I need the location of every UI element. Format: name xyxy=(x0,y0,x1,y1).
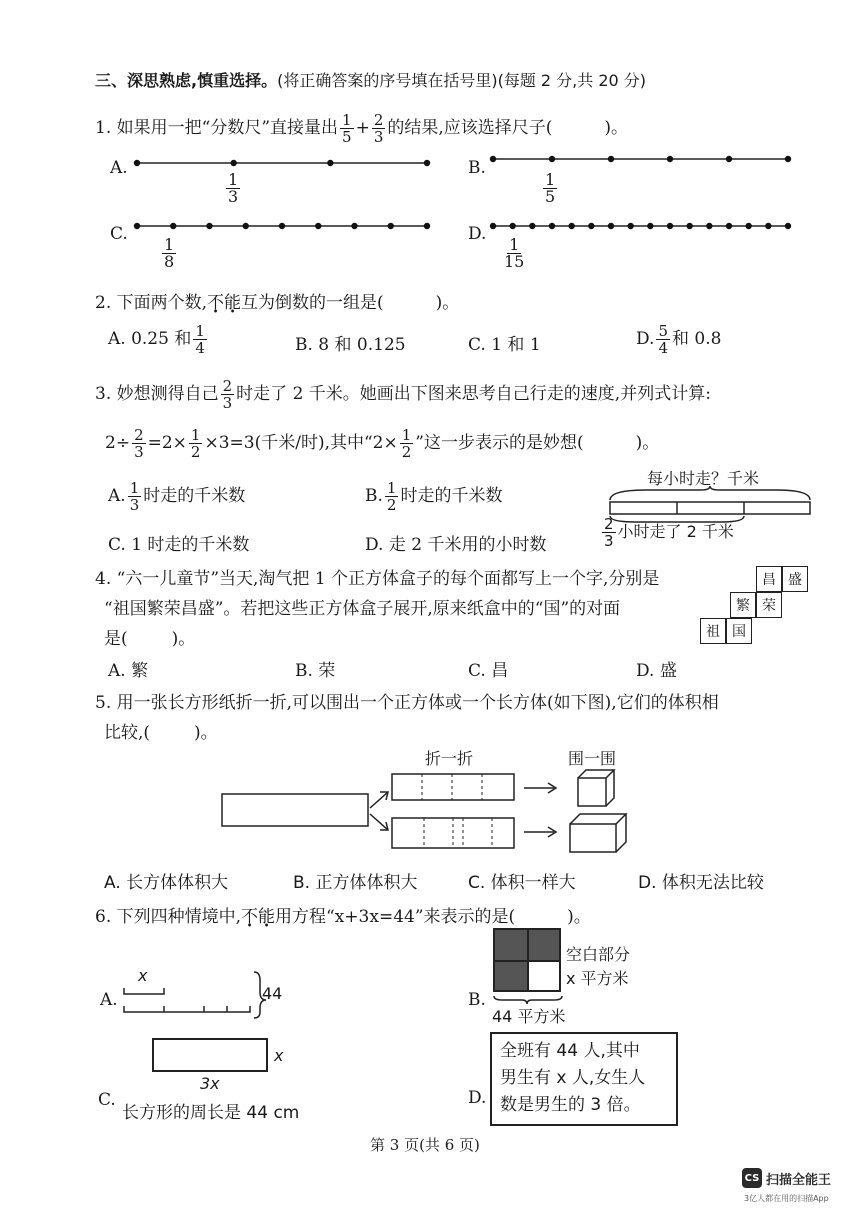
q6-c-rectangle xyxy=(152,1038,268,1072)
question-4-line2: “祖国繁荣昌盛”。若把这些正方体盒子展开,原来纸盒中的“国”的对面 xyxy=(104,599,621,619)
ruler-tick-dot xyxy=(785,156,791,162)
q6-a-x: x xyxy=(138,966,148,985)
ruler-tick-dot xyxy=(706,223,712,229)
q6-c-x: x xyxy=(274,1046,284,1065)
q2-option-c[interactable]: C. 1 和 1 xyxy=(468,335,541,355)
ruler-tick-dot xyxy=(509,223,515,229)
q6-d-box xyxy=(490,1032,678,1126)
ruler-tick-dot xyxy=(608,223,614,229)
ruler-tick-dot xyxy=(279,223,285,229)
question-5: 5. 用一张长方形纸折一折,可以围出一个正方体或一个长方体(如下图),它们的体积相 xyxy=(95,693,719,713)
net-cell: 祖 xyxy=(700,618,726,644)
q1-frac2: $\frac{2}{3}$ xyxy=(373,111,384,146)
net-cell: 繁 xyxy=(730,592,756,618)
q6-d-line3: 数是男生的 3 倍。 xyxy=(500,1095,641,1115)
fold-label: 折一折 xyxy=(425,749,474,768)
q2-emphasis-1: 不 xyxy=(207,293,225,313)
q5-option-d[interactable]: D. 体积无法比较 xyxy=(638,873,764,893)
ruler-tick-dot xyxy=(424,223,430,229)
ruler-tick-dot xyxy=(588,223,594,229)
ruler-tick-dot xyxy=(206,223,212,229)
ruler-c xyxy=(135,218,435,238)
ruler-d-label: D. xyxy=(468,224,487,244)
ruler-tick-dot xyxy=(686,223,692,229)
ruler-tick-dot xyxy=(243,223,249,229)
question-1 xyxy=(95,112,628,145)
q6-b-total-label: 44 平方米 xyxy=(492,1007,566,1026)
ruler-a xyxy=(135,155,435,175)
q6-option-a-label[interactable]: A. xyxy=(100,990,118,1010)
ruler-c-mark: $\frac{1}{8}$ xyxy=(164,235,175,271)
ruler-tick-dot xyxy=(726,223,732,229)
q6-d-line1: 全班有 44 人,其中 xyxy=(500,1041,640,1061)
q3-diagram-bottom-label: $\frac{2}{3}$ 小时走了 2 千米 xyxy=(604,515,734,550)
q6-d-line2: 男生有 x 人,女生人 xyxy=(500,1068,646,1088)
question-4-line3: 是( )。 xyxy=(104,629,196,649)
q6-b-blank-label: 空白部分 xyxy=(566,945,631,964)
q6-a-44: 44 xyxy=(262,984,283,1003)
q4-option-a[interactable]: A. 繁 xyxy=(108,661,149,681)
ruler-tick-dot xyxy=(627,223,633,229)
q3-equation: 2÷ $\frac{2}{3}$ =2× $\frac{1}{2}$ ×3=3(千米/时),其中“2× $\frac{1}{2}$ ”这一步表示的是妙想( )。 xyxy=(105,426,660,461)
net-cell: 国 xyxy=(726,618,752,644)
ruler-b-label: B. xyxy=(468,158,486,178)
q6-c-text: 长方形的周长是 44 cm xyxy=(122,1103,300,1123)
q6-option-b-label[interactable]: B. xyxy=(468,990,486,1010)
q5-option-b[interactable]: B. 正方体体积大 xyxy=(293,873,418,893)
ruler-b xyxy=(491,151,791,171)
ruler-tick-dot xyxy=(351,223,357,229)
q3-option-c[interactable]: C. 1 时走的千米数 xyxy=(108,535,250,555)
cube-net xyxy=(700,566,820,656)
question-3: 3. 妙想测得自己 $\frac{2}{3}$ 时走了 2 千米。她画出下图来思考自己行走的速度,并列式计算: xyxy=(95,377,711,412)
q6-emphasis-1: 不 xyxy=(241,907,259,927)
ruler-b-mark: $\frac{1}{5}$ xyxy=(545,170,556,206)
section-title: 三、深思熟虑,慎重选择。 xyxy=(95,71,278,90)
ruler-tick-dot xyxy=(230,160,236,166)
ruler-tick-dot xyxy=(667,223,673,229)
q6-option-d-label[interactable]: D. xyxy=(468,1088,487,1108)
q4-option-b[interactable]: B. 荣 xyxy=(295,661,336,681)
section-instructions: (将正确答案的序号填在括号里)(每题 2 分,共 20 分) xyxy=(277,71,647,90)
ruler-tick-dot xyxy=(608,156,614,162)
q3-option-d[interactable]: D. 走 2 千米用的小时数 xyxy=(365,535,547,555)
ruler-tick-dot xyxy=(549,156,555,162)
ruler-a-mark: $\frac{1}{3}$ xyxy=(228,170,239,206)
ruler-d-mark: $\frac{1}{15}$ xyxy=(504,235,525,271)
q3-option-b[interactable]: B. $\frac{1}{2}$ 时走的千米数 xyxy=(365,479,503,514)
q2-option-b[interactable]: B. 8 和 0.125 xyxy=(295,335,406,355)
question-2: 2. 下面两个数,不能互为倒数的一组是( )。 xyxy=(95,293,460,313)
ruler-tick-dot xyxy=(134,160,140,166)
ruler-tick-dot xyxy=(568,223,574,229)
ruler-tick-dot xyxy=(388,223,394,229)
q4-option-c[interactable]: C. 昌 xyxy=(468,661,509,681)
ruler-tick-dot xyxy=(490,156,496,162)
q6-c-3x: 3x xyxy=(200,1074,220,1093)
ruler-c-label: C. xyxy=(110,224,128,244)
q2-emphasis-2: 能 xyxy=(224,293,242,313)
q3-option-a[interactable]: A. $\frac{1}{3}$ 时走的千米数 xyxy=(108,479,246,514)
q6-b-grid xyxy=(493,928,561,992)
ruler-tick-dot xyxy=(134,223,140,229)
ruler-tick-dot xyxy=(745,223,751,229)
wrap-label: 围一围 xyxy=(568,749,617,768)
section-header xyxy=(95,68,646,91)
ruler-tick-dot xyxy=(490,223,496,229)
ruler-tick-dot xyxy=(647,223,653,229)
q2-option-d[interactable]: D. $\frac{5}{4}$ 和 0.8 xyxy=(636,322,722,357)
ruler-d xyxy=(491,218,791,238)
q1-close: )。 xyxy=(604,118,629,138)
q1-text: 1. 如果用一把“分数尺”直接量出 xyxy=(95,118,339,138)
watermark-brand: 扫描全能王 xyxy=(766,1173,832,1188)
question-6: 6. 下列四种情境中,不能用方程“x+3x=44”来表示的是( )。 xyxy=(95,907,591,927)
ruler-tick-dot xyxy=(424,160,430,166)
q6-option-c-label[interactable]: C. xyxy=(98,1090,116,1110)
q1-plus: + xyxy=(355,118,370,138)
ruler-tick-dot xyxy=(327,160,333,166)
camscanner-logo: CS xyxy=(742,1168,762,1188)
ruler-tick-dot xyxy=(765,223,771,229)
question-4: 4. “六一儿童节”当天,淘气把 1 个正方体盒子的每个面都写上一个字,分别是 xyxy=(95,569,660,589)
q6-b-x-label: x 平方米 xyxy=(566,969,629,988)
net-cell: 昌 xyxy=(756,566,782,592)
fold-diagram xyxy=(220,768,640,858)
net-cell: 荣 xyxy=(756,592,782,618)
q6-emphasis-2: 能 xyxy=(258,907,276,927)
q5-option-c[interactable]: C. 体积一样大 xyxy=(468,873,576,893)
q1-text-post: 的结果,应该选择尺子( xyxy=(387,118,553,138)
q4-option-d[interactable]: D. 盛 xyxy=(636,661,677,681)
ruler-tick-dot xyxy=(529,223,535,229)
q2-option-a[interactable]: A. 0.25 和 $\frac{1}{4}$ xyxy=(108,322,205,357)
net-cell: 盛 xyxy=(782,566,808,592)
ruler-tick-dot xyxy=(785,223,791,229)
ruler-tick-dot xyxy=(170,223,176,229)
q3-diagram-top-label: 每小时走？千米 xyxy=(647,469,760,488)
ruler-tick-dot xyxy=(667,156,673,162)
question-5-line2: 比较,( )。 xyxy=(104,723,218,743)
ruler-tick-dot xyxy=(315,223,321,229)
ruler-tick-dot xyxy=(726,156,732,162)
watermark-tagline: 3亿人都在用的扫描App xyxy=(744,1194,829,1203)
ruler-a-label: A. xyxy=(110,158,128,178)
page-footer: 第 3 页(共 6 页) xyxy=(370,1136,480,1154)
q5-option-a[interactable]: A. 长方体体积大 xyxy=(104,873,229,893)
q1-frac1: $\frac{1}{5}$ xyxy=(342,111,352,146)
q6-a-segment-diagram xyxy=(118,970,268,1020)
ruler-tick-dot xyxy=(549,223,555,229)
